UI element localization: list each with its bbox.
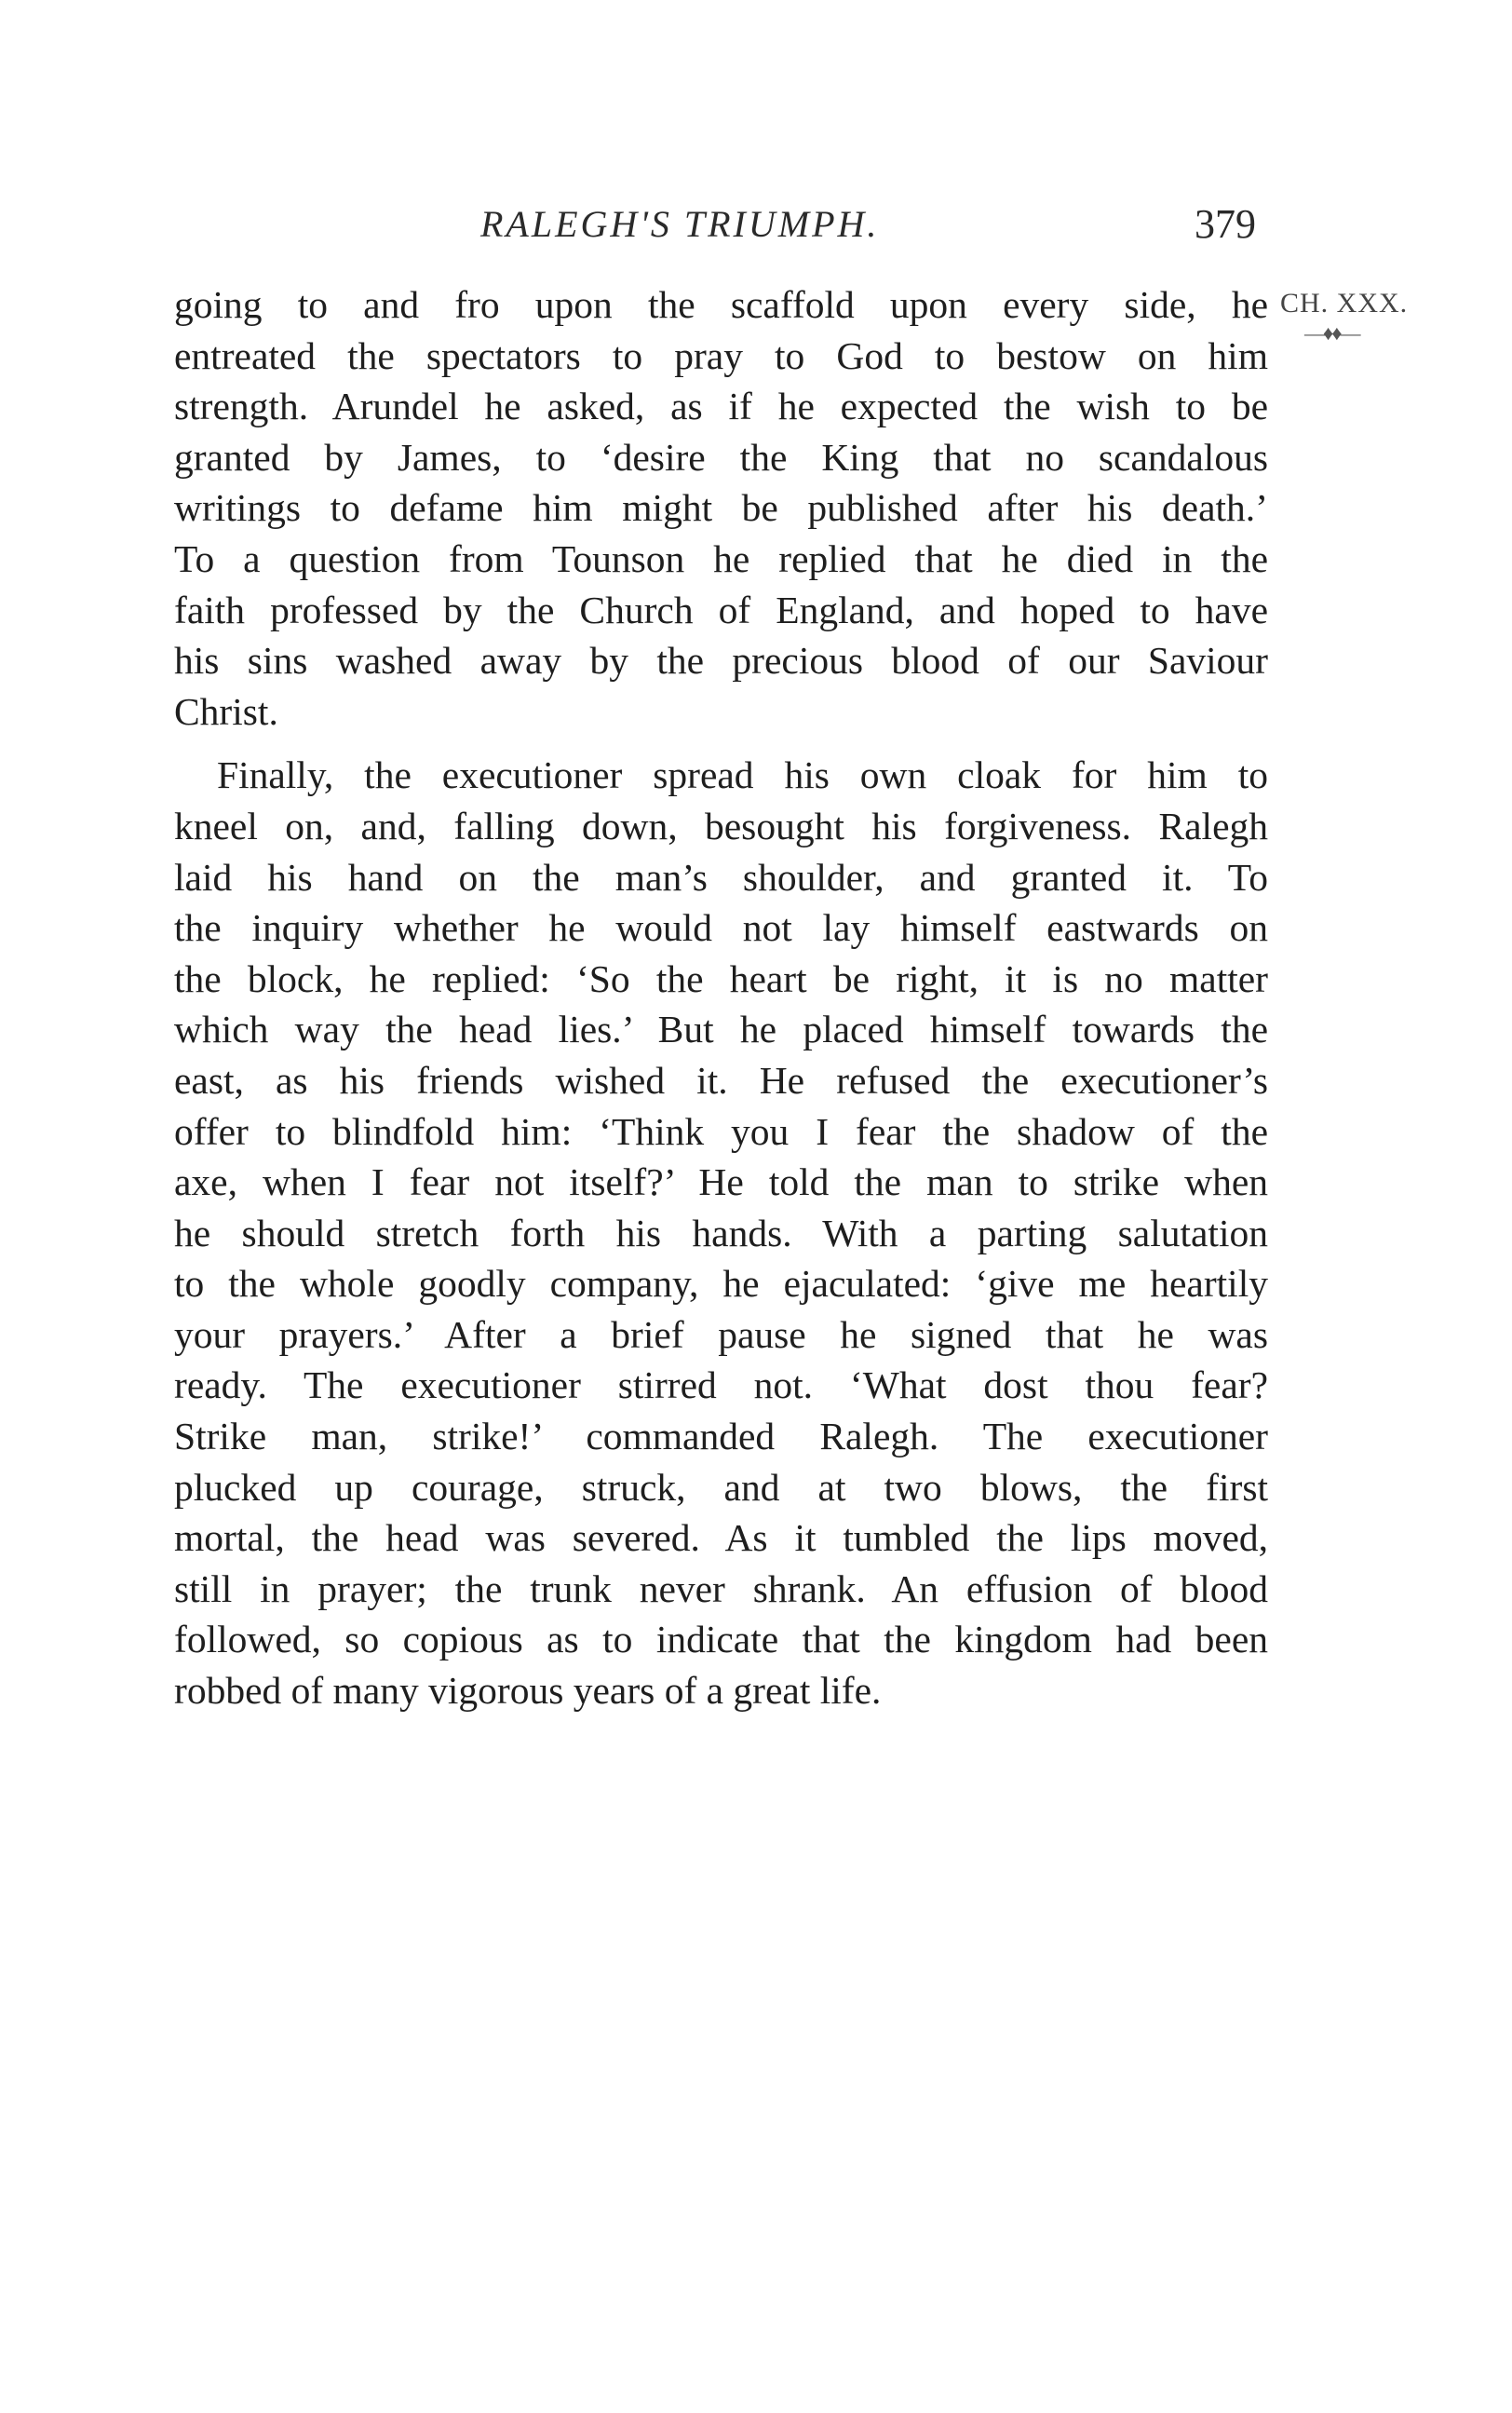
text-line: granted by James, to ‘desire the King that no scandalous [174,435,1268,479]
margin-note [1280,288,1504,346]
paragraph-2 [174,750,1268,1715]
text-line: plucked up courage, struck, and at two blows, the first [174,1465,1268,1509]
text-line: Finally, the executioner spread his own cloak for him to [217,753,1268,797]
paragraph-1 [174,279,1268,737]
text-line: laid his hand on the man’s shoulder, and granted it. To [174,855,1268,899]
text-line: writings to defame him might be published after his death.’ [174,486,1268,530]
text-line: robbed of many vigorous years of a great life. [174,1669,882,1713]
running-title: RALEGH'S TRIUMPH. [480,203,880,245]
text-line: entreated the spectators to pray to God to bestow on him [174,333,1268,377]
text-line: still in prayer; the trunk never shrank. An effusion of blood [174,1566,1268,1610]
text-line: your prayers.’ After a brief pause he signed that he was [174,1312,1268,1356]
text-line: to the whole goodly company, he ejaculated: ‘give me heartily [174,1262,1268,1306]
text-line: kneel on, and, falling down, besought his forgiveness. Ralegh [174,804,1268,847]
text-line: east, as his friends wished it. He refused the executioner’s [174,1058,1268,1102]
text-line: Christ. [174,689,278,733]
body-text [174,279,1268,1716]
text-line: followed, so copious as to indicate that the kingdom had been [174,1618,1268,1661]
ornament-icon: —♦♦— [1304,321,1359,345]
text-line: To a question from Tounson he replied that he died in the [174,536,1268,580]
page-header [0,191,1512,265]
text-line: axe, when I fear not itself?’ He told the man to strike when [174,1160,1268,1204]
text-line: Strike man, strike!’ commanded Ralegh. The executioner [174,1415,1268,1458]
text-line: which way the head lies.’ But he placed himself towards the [174,1008,1268,1051]
text-line: mortal, the head was severed. As it tumbled the lips moved, [174,1516,1268,1560]
chapter-marker: CH. XXX. [1280,288,1409,319]
text-line: strength. Arundel he asked, as if he expected the wish to be [174,385,1268,428]
text-line: the inquiry whether he would not lay himself eastwards on [174,906,1268,950]
text-line: going to and fro upon the scaffold upon every side, he [174,283,1268,326]
text-line: the block, he replied: ‘So the heart be right, it is no matter [174,956,1268,1000]
text-line: offer to blindfold him: ‘Think you I fear the shadow of the [174,1109,1268,1153]
text-line: ready. The executioner stirred not. ‘What dost thou fear? [174,1363,1268,1407]
text-line: his sins washed away by the precious blood of our Saviour [174,639,1268,683]
page-number: 379 [1195,201,1256,247]
text-line: he should stretch forth his hands. With a parting salutation [174,1211,1268,1254]
text-line: faith professed by the Church of England, and hoped to have [174,588,1268,631]
paragraph-gap [174,737,1268,750]
